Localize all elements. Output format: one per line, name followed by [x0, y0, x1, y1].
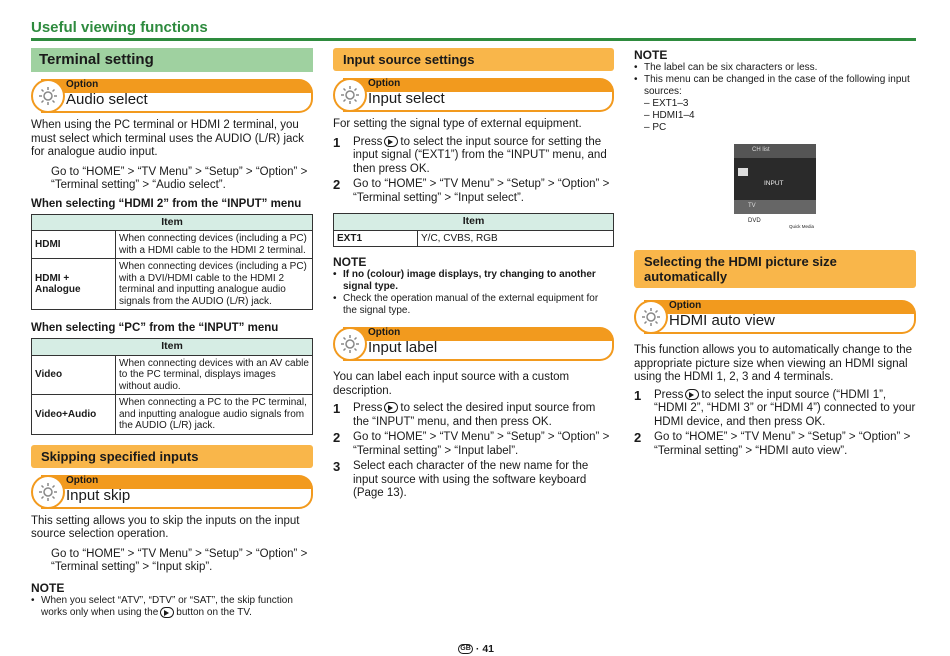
hdmi-table — [31, 214, 313, 311]
step-item: 2 Go to “HOME” > “TV Menu” > “Setup” > “Option” > “Terminal setting” > “HDMI auto view”. — [634, 430, 911, 457]
input-button-icon — [384, 136, 398, 147]
dash-item: – EXT1–3 — [644, 98, 689, 109]
note-item: • If no (colour) image displays, try changing to another signal type. — [333, 269, 614, 293]
table-cell-name: HDMI + Analogue — [32, 259, 116, 310]
menu-row-tv: TV — [734, 200, 816, 214]
step-item: 1 Press to select the desired input source from the “INPUT” menu, and then press OK. — [333, 401, 596, 428]
table-cell-desc: When connecting a PC to the PC terminal, and inputting analogue audio signals from the AUDIO (L/R) jack. — [116, 395, 313, 435]
input-menu-screenshot — [734, 144, 816, 230]
table-cell-desc: When connecting devices with an AV cable to the PC terminal, displays images without audio. — [116, 355, 313, 395]
menu-row-dvd: DVD Quick Media — [734, 214, 816, 230]
option-gear-icon — [634, 300, 668, 334]
table-cell-name: HDMI — [32, 231, 116, 259]
option-input-label — [333, 327, 614, 361]
page-header-title: Useful viewing functions — [31, 19, 208, 36]
step-item: 3 Select each character of the new name for the input source with using the software keyboard (Page 13). — [333, 459, 589, 499]
note-title: NOTE — [31, 580, 65, 595]
step-item: 2 Go to “HOME” > “TV Menu” > “Setup” > “Option” > “Terminal setting” > “Input label”. — [333, 430, 610, 457]
note-item: • Check the operation manual of the external equipment for the signal type. — [333, 293, 614, 317]
option-label: Option — [368, 327, 401, 338]
option-title: Input skip — [66, 486, 131, 504]
menu-row-ch-list: CH list — [734, 144, 816, 158]
step-item: 2 Go to “HOME” > “TV Menu” > “Setup” > “Option” > “Terminal setting” > “Input select”. — [333, 177, 610, 204]
table-row — [334, 230, 614, 247]
input-skip-body: This setting allows you to skip the inputs on the input source selection operation. — [31, 514, 300, 540]
option-input-skip — [31, 475, 313, 509]
note-list — [31, 595, 313, 619]
step-item: 1 Press to select the input source (“HDMI 1”, “HDMI 2”, “HDMI 3” or “HDMI 4”) connected to your HDMI device, and then press OK. — [634, 387, 916, 428]
option-gear-icon — [333, 327, 367, 361]
table-cell-name: EXT1 — [334, 230, 418, 247]
pc-heading: When selecting “PC” from the “INPUT” menu — [31, 322, 279, 334]
note-list — [634, 62, 916, 98]
input-select-body: For setting the signal type of external equipment. — [333, 118, 582, 130]
column-2 — [333, 48, 614, 501]
region-badge: GB — [458, 644, 473, 654]
table-row — [32, 231, 313, 259]
pc-table — [31, 338, 313, 435]
dash-item: – HDMI1–4 — [644, 110, 695, 121]
audio-select-path: Go to “HOME” > “TV Menu” > “Setup” > “Option” > “Terminal setting” > “Audio select”. — [51, 165, 308, 191]
option-title: Audio select — [66, 91, 148, 108]
input-menu-icon — [738, 168, 748, 176]
section-terminal-setting: Terminal setting — [31, 48, 313, 72]
note-title: NOTE — [634, 48, 668, 62]
table-cell-desc: When connecting devices (including a PC) with a HDMI cable to the HDMI 2 terminal. — [116, 231, 313, 259]
note-item: • When you select “ATV”, “DTV” or “SAT”, the skip function works only when using the button on the TV. — [31, 595, 313, 619]
note-list — [333, 269, 614, 317]
table-cell-desc: When connecting devices (including a PC) with a DVI/HDMI cable to the HDMI 2 terminal and inputting analogue audio signals from the AUDIO (L/R) jack. — [116, 259, 313, 310]
table-header: Item — [334, 214, 614, 231]
option-title: Input label — [368, 339, 438, 356]
table-cell-name: Video — [32, 355, 116, 395]
audio-select-body: When using the PC terminal or HDMI 2 terminal, you must select which terminal uses the AUDIO (L/R) jack for analogue audio input. — [31, 119, 304, 158]
page-number: GB · 41 — [458, 643, 494, 655]
input-button-icon — [384, 402, 398, 413]
section-hdmi-picture-size: Selecting the HDMI picture size automatically — [634, 250, 916, 288]
option-label: Option — [66, 79, 99, 90]
option-label: Option — [66, 474, 99, 486]
option-gear-icon — [333, 78, 367, 112]
note-item: • This menu can be changed in the case of the following input sources: — [634, 74, 916, 98]
note-item: • The label can be six characters or less. — [634, 62, 916, 74]
header-rule — [31, 38, 916, 41]
option-gear-icon — [31, 79, 65, 113]
hdmi-heading: When selecting “HDMI 2” from the “INPUT” menu — [31, 197, 302, 210]
table-header: Item — [32, 214, 313, 231]
menu-row-input: INPUT — [734, 158, 816, 200]
hdmi-auto-view-body: This function allows you to automatically change to the appropriate picture size when viewing an HDMI signal using the HDMI 1, 2, 3 and 4 terminals. — [634, 344, 913, 383]
option-title: HDMI auto view — [669, 312, 775, 329]
option-title: Input select — [368, 90, 445, 107]
table-cell-desc: Y/C, CVBS, RGB — [418, 230, 614, 247]
input-skip-path: Go to “HOME” > “TV Menu” > “Setup” > “Option” > “Terminal setting” > “Input skip”. — [51, 547, 308, 573]
note-title: NOTE — [333, 255, 367, 269]
table-row — [32, 395, 313, 435]
table-row — [32, 355, 313, 395]
ext1-table — [333, 213, 614, 247]
input-button-icon — [160, 607, 174, 618]
section-input-source-settings: Input source settings — [333, 48, 614, 71]
hdmi-auto-view-steps — [634, 389, 916, 459]
option-hdmi-auto-view — [634, 300, 916, 334]
column-1 — [31, 48, 313, 619]
input-label-steps — [333, 402, 614, 501]
option-label: Option — [669, 300, 702, 311]
option-label: Option — [368, 78, 401, 89]
option-audio-select — [31, 79, 313, 113]
option-gear-icon — [31, 475, 65, 509]
input-select-steps — [333, 136, 614, 206]
input-label-body: You can label each input source with a custom description. — [333, 371, 570, 397]
table-cell-name: Video+Audio — [32, 395, 116, 435]
input-button-icon — [685, 389, 699, 400]
step-item: 1 Press to select the input source for setting the input signal (“EXT1”) from the “INPUT” menu, and then press OK. — [333, 134, 607, 175]
dash-item: – PC — [644, 122, 667, 133]
column-3 — [634, 48, 916, 458]
table-row — [32, 259, 313, 310]
section-skipping-inputs: Skipping specified inputs — [31, 445, 313, 468]
table-header: Item — [32, 339, 313, 356]
option-input-select — [333, 78, 614, 112]
